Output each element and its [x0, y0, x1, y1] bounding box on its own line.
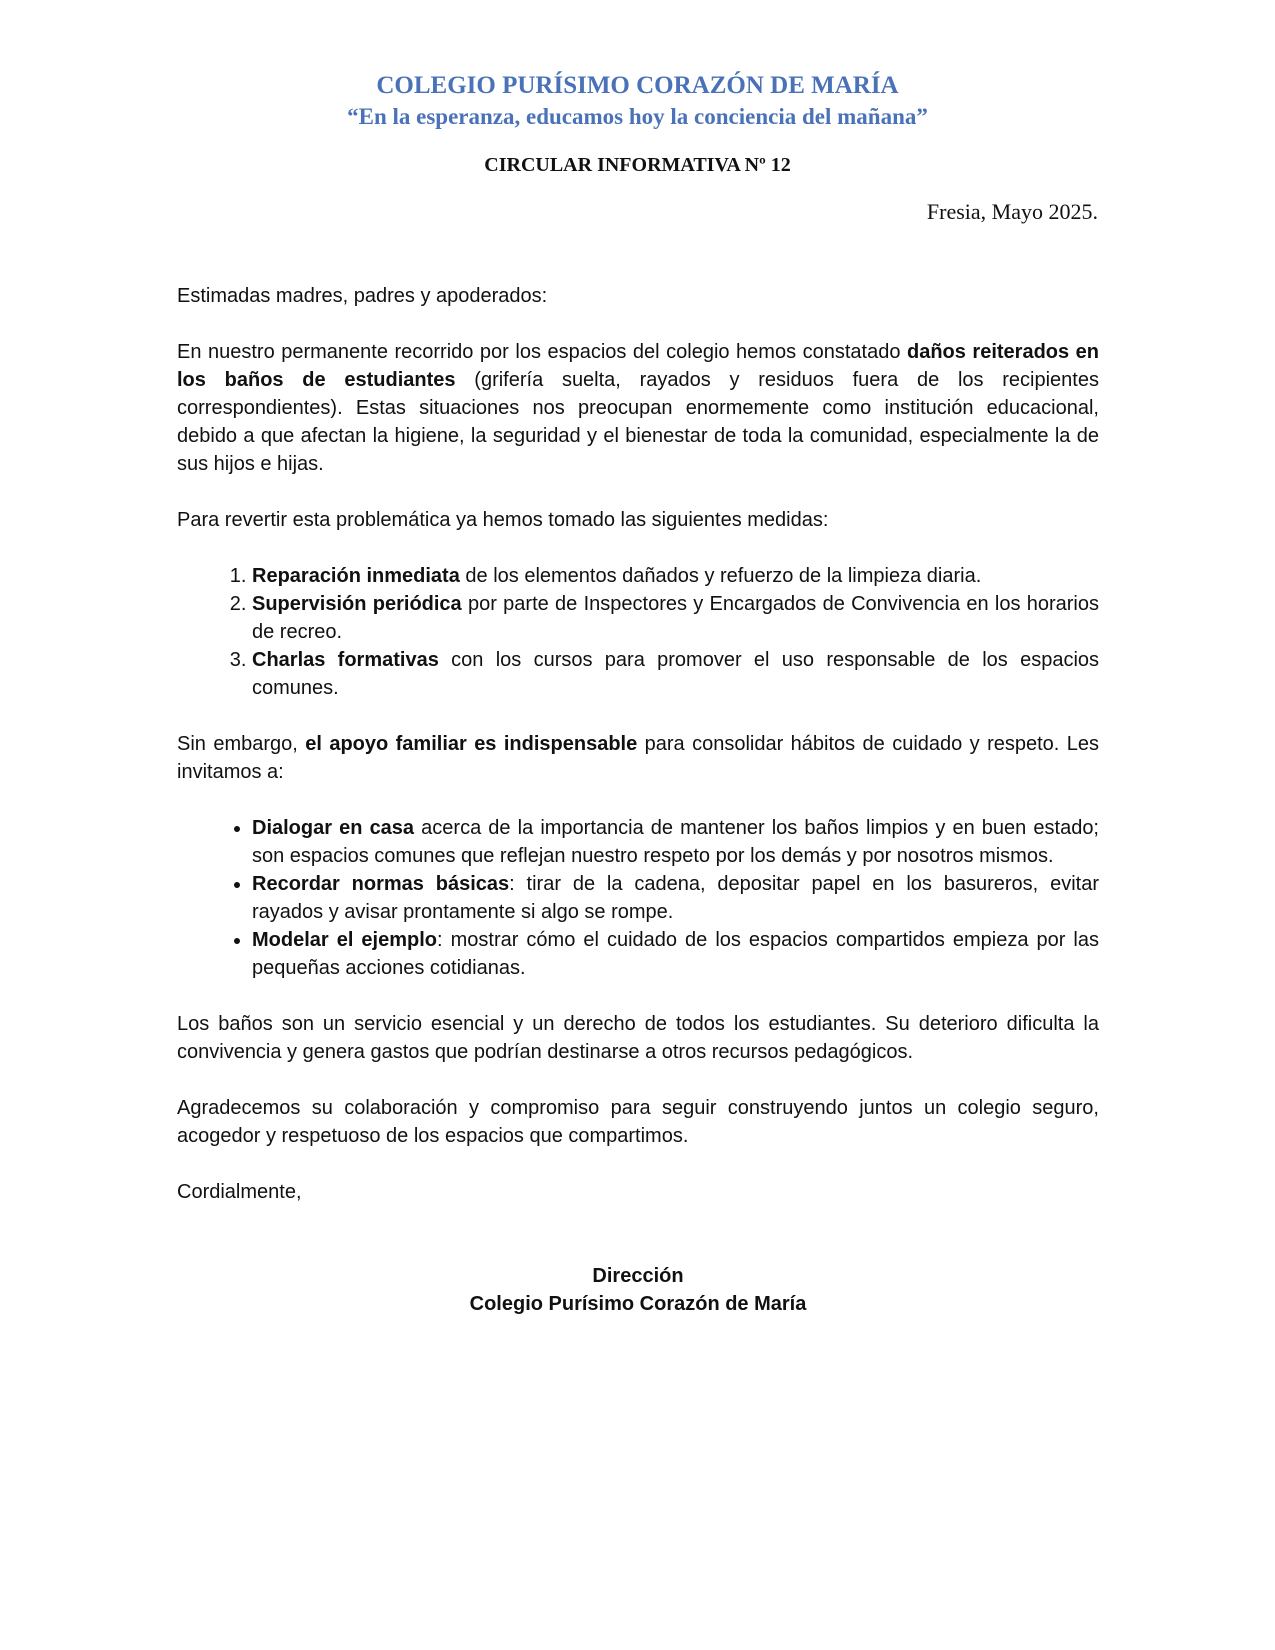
closing: Cordialmente, — [177, 1181, 302, 1203]
text-run: (grifería suelta, rayados y residuos fuera de los recipientes correspondientes). Estas situaciones nos preocupan enormemente como institución educacional, debido a que afectan la higiene, la seguridad y el bienestar de toda la comunidad, especialmente la de sus hijos e hijas. — [177, 369, 1099, 475]
text-run: : tirar de la cadena, depositar papel en los basureros, evitar rayados y avisar prontamente si algo se rompe. — [252, 873, 1099, 923]
school-motto: “En la esperanza, educamos hoy la conciencia del mañana” — [347, 104, 928, 129]
list-item — [252, 646, 1099, 702]
signature-line-2: Colegio Purísimo Corazón de María — [469, 1293, 807, 1315]
list-item — [252, 870, 1099, 926]
text-run: En nuestro permanente recorrido por los espacios del colegio hemos constatado — [177, 341, 907, 363]
bold-run: Recordar normas básicas — [252, 873, 510, 895]
bold-run: daños reiterados en los baños de estudiantes — [177, 341, 1100, 391]
text-run: por parte de Inspectores y Encargados de Convivencia en los horarios de recreo. — [252, 593, 1099, 643]
school-name: COLEGIO PURÍSIMO CORAZÓN DE MARÍA — [376, 72, 899, 99]
list-item — [252, 590, 1099, 646]
invitations-list — [177, 814, 1099, 982]
letterhead — [0, 70, 1275, 178]
paragraph-damage — [177, 338, 1099, 478]
circular-title: CIRCULAR INFORMATIVA Nº 12 — [484, 154, 791, 176]
bold-run: Dialogar en casa — [252, 817, 415, 839]
list-item — [252, 562, 1099, 590]
text-run: con los cursos para promover el uso responsable de los espacios comunes. — [252, 649, 1100, 699]
paragraph-measures-intro: Para revertir esta problemática ya hemos tomado las siguientes medidas: — [177, 509, 829, 531]
greeting: Estimadas madres, padres y apoderados: — [177, 285, 548, 307]
text-run: Sin embargo, — [177, 733, 306, 755]
paragraph-essential-service: Los baños son un servicio esencial y un derecho de todos los estudiantes. Su deterioro dificulta la convivencia y genera gastos que podrían destinarse a otros recursos pedagógicos. — [177, 1013, 1099, 1063]
bold-run: Charlas formativas — [252, 649, 439, 671]
bold-run: el apoyo familiar es indispensable — [305, 733, 638, 755]
text-run: : mostrar cómo el cuidado de los espacios compartidos empieza por las pequeñas acciones cotidianas. — [252, 929, 1099, 979]
text-run: acerca de la importancia de mantener los baños limpios y en buen estado; son espacios comunes que reflejan nuestro respeto por los demás y por nosotros mismos. — [252, 817, 1099, 867]
paragraph-family-support — [177, 730, 1099, 786]
signature-block — [177, 1262, 1099, 1318]
paragraph-thanks: Agradecemos su colaboración y compromiso para seguir construyendo juntos un colegio seguro, acogedor y respetuoso de los espacios que compartimos. — [177, 1097, 1099, 1147]
text-run: para consolidar hábitos de cuidado y respeto. Les invitamos a: — [177, 733, 1100, 783]
list-item — [252, 926, 1099, 982]
text-run: de los elementos dañados y refuerzo de la limpieza diaria. — [459, 565, 982, 587]
signature-line-1: Dirección — [592, 1265, 684, 1287]
list-item — [252, 814, 1099, 870]
bold-run: Supervisión periódica — [252, 593, 462, 615]
bold-run: Reparación inmediata — [252, 565, 460, 587]
bold-run: Modelar el ejemplo — [252, 929, 438, 951]
letter-body — [177, 282, 1099, 1318]
measures-list — [177, 562, 1099, 702]
date-line: Fresia, Mayo 2025. — [926, 199, 1098, 224]
